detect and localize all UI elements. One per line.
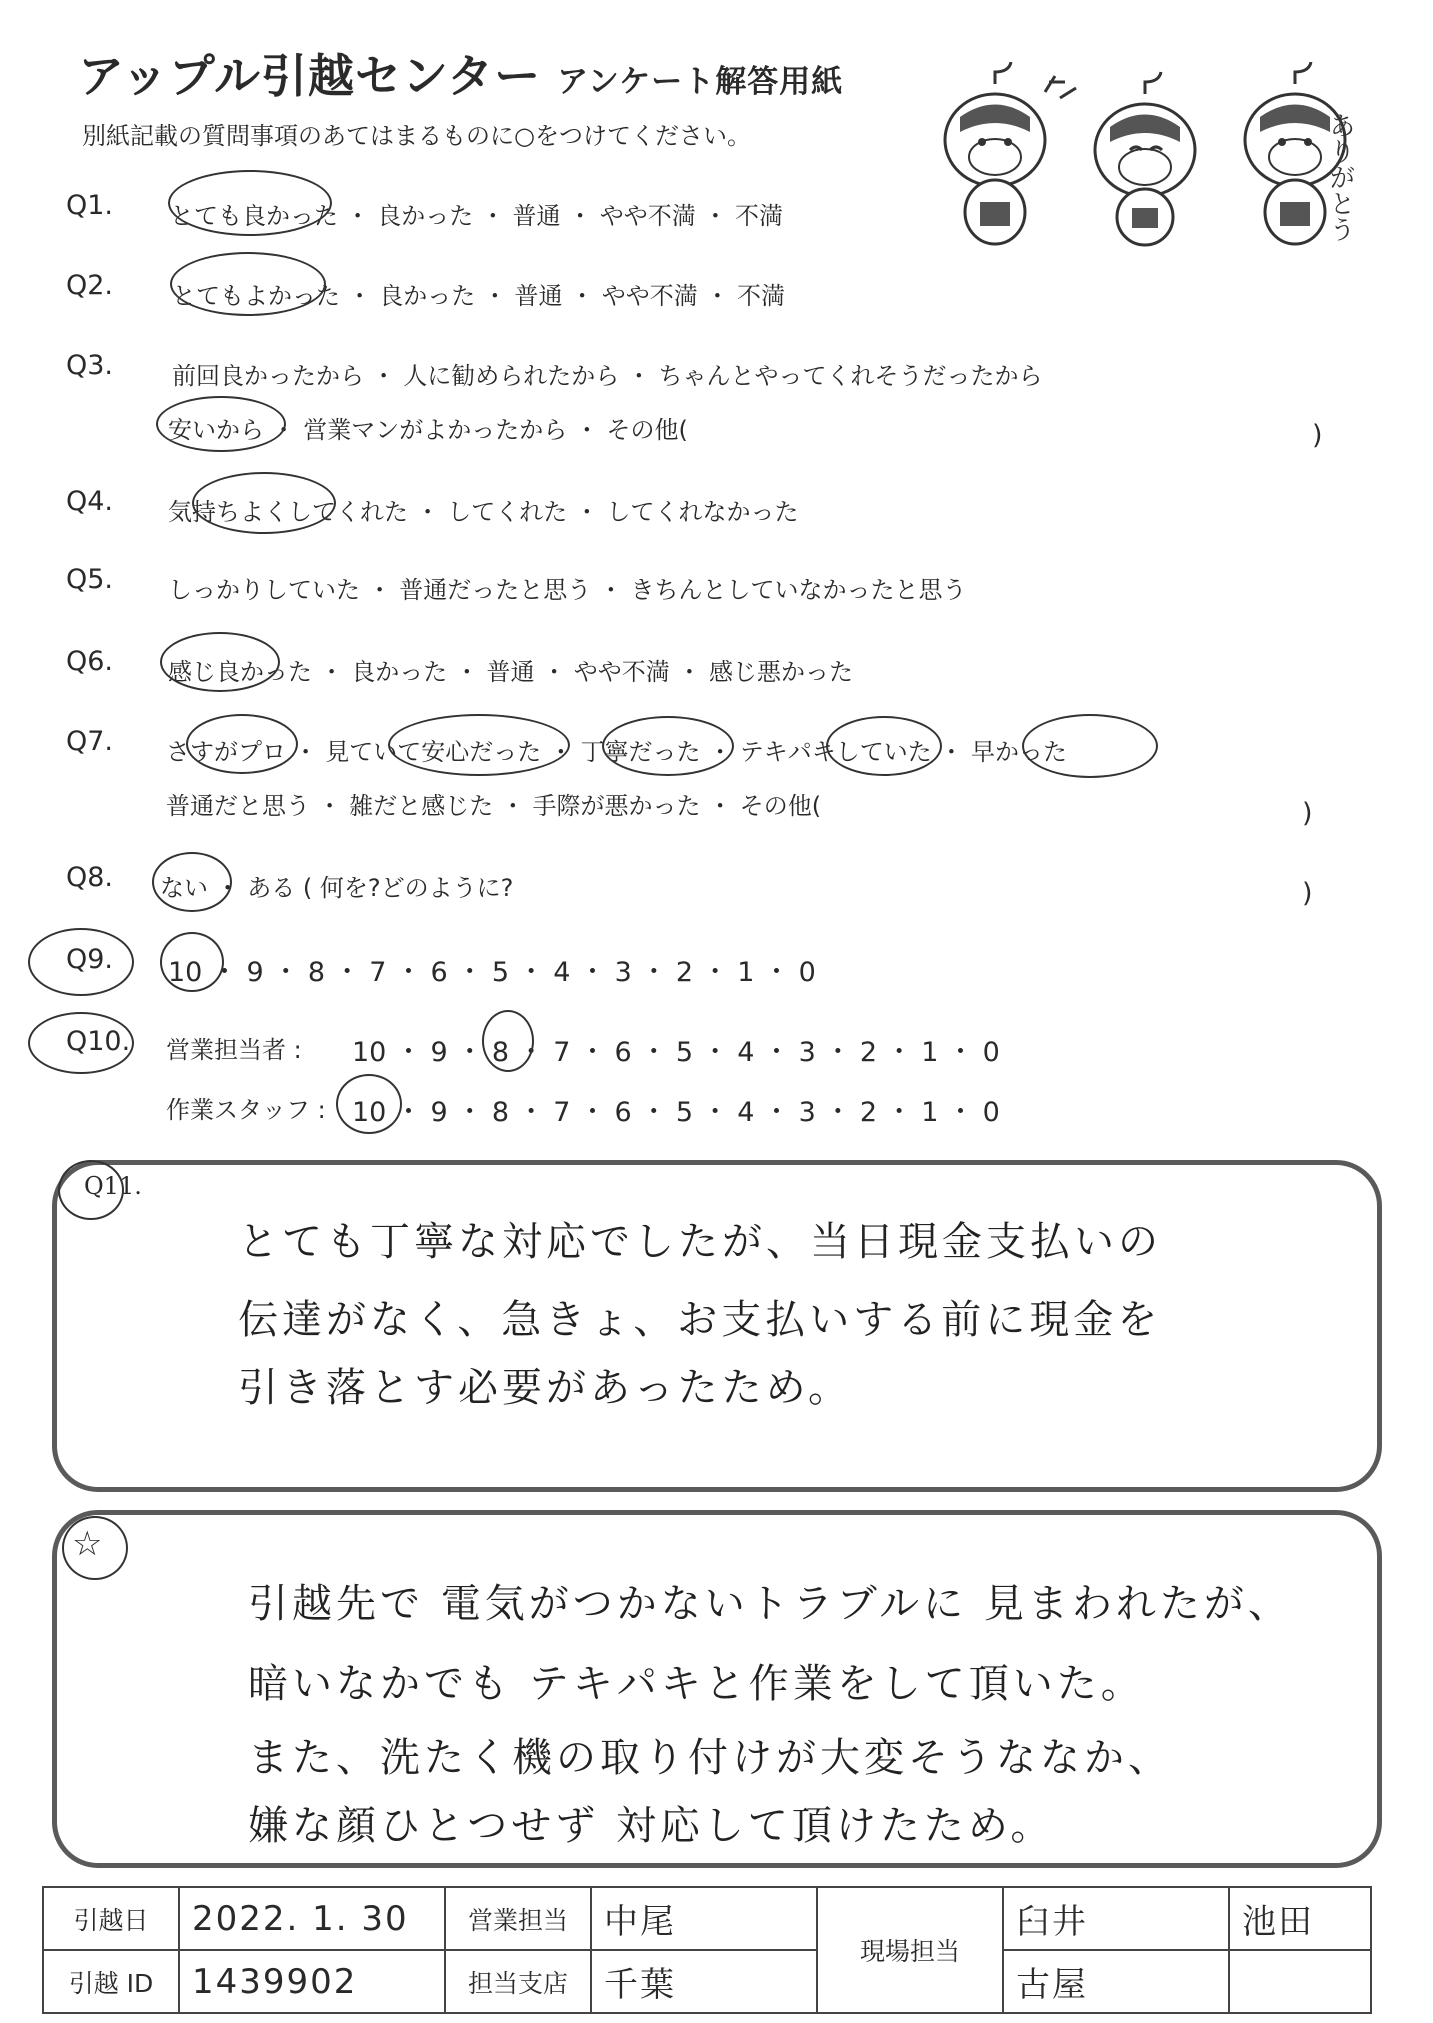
q11-comment-line-1: とても丁寧な対応でしたが、当日現金支払いの bbox=[238, 1219, 1162, 1265]
q10-number-circle bbox=[28, 1012, 134, 1074]
q11-comment-line-3: 引き落とす必要があったため。 bbox=[238, 1365, 852, 1411]
q6-options: 感じ良かった ・ 良かった ・ 普通 ・ やや不満 ・ 感じ悪かった bbox=[168, 658, 854, 686]
q9-number: Q9. bbox=[66, 944, 114, 975]
site-staff-cell-2 bbox=[1229, 1887, 1371, 1950]
sales-rep-value bbox=[591, 1887, 817, 1950]
move-id: 1439902 bbox=[192, 1961, 358, 2002]
company-name: アップル引越センター bbox=[78, 49, 542, 103]
q8-selection-circle bbox=[152, 852, 232, 912]
q11-number: Q11. bbox=[84, 1172, 142, 1200]
q1-number: Q1. bbox=[66, 190, 114, 221]
q1-options: とても良かった ・ 良かった ・ 普通 ・ やや不満 ・ 不満 bbox=[170, 202, 784, 230]
site-staff-cell-4 bbox=[1229, 1950, 1371, 2013]
star-circle bbox=[62, 1516, 128, 1580]
mascot-illustration bbox=[900, 62, 1370, 252]
q7-selection-circle-1 bbox=[186, 714, 298, 774]
q4-selection-circle bbox=[192, 472, 336, 534]
q9-selection-circle bbox=[160, 932, 224, 992]
q5-options: しっかりしていた ・ 普通だったと思う ・ きちんとしていなかったと思う bbox=[168, 576, 967, 604]
q7-selection-circle-5 bbox=[1022, 714, 1158, 778]
q5-number: Q5. bbox=[66, 564, 114, 595]
site-staff-cell-1 bbox=[1003, 1887, 1229, 1950]
form-subtitle: アンケート解答用紙 bbox=[557, 64, 844, 100]
q10-staff-scale: 10 ・ 9 ・ 8 ・ 7 ・ 6 ・ 5 ・ 4 ・ 3 ・ 2 ・ 1 ・ 0 bbox=[352, 1097, 1000, 1128]
q3-number: Q3. bbox=[66, 350, 114, 381]
page-title bbox=[78, 40, 843, 106]
move-id-value bbox=[179, 1950, 445, 2013]
q10-number: Q10. bbox=[66, 1026, 131, 1057]
mascot-caption: ありがとう bbox=[1325, 112, 1355, 242]
q3-selection-circle bbox=[156, 396, 286, 452]
q6-selection-circle bbox=[160, 632, 280, 692]
site-staff-2: 池田 bbox=[1242, 1902, 1314, 1942]
q10-staff-selection-circle bbox=[336, 1074, 402, 1134]
q3-options-line1: 前回良かったから ・ 人に勧められたから ・ ちゃんとやってくれそうだったから bbox=[172, 362, 1043, 390]
q10-staff-label: 作業スタッフ : bbox=[166, 1096, 326, 1124]
q2-selection-circle bbox=[170, 252, 326, 316]
q3-close-paren: ) bbox=[1312, 420, 1323, 451]
move-date: 2022. 1. 30 bbox=[192, 1898, 409, 1939]
star-icon: ☆ bbox=[72, 1524, 103, 1564]
sales-rep: 中尾 bbox=[604, 1902, 676, 1942]
q7-options-line1: さすがプロ ・ 見ていて安心だった ・ 丁寧だった ・ テキパキしていた ・ 早かった bbox=[166, 738, 1068, 766]
branch-value bbox=[591, 1950, 817, 2013]
q10-sales-scale: 10 ・ 9 ・ 8 ・ 7 ・ 6 ・ 5 ・ 4 ・ 3 ・ 2 ・ 1 ・ 0 bbox=[352, 1037, 1000, 1068]
q7-selection-circle-3 bbox=[602, 716, 734, 776]
q4-number: Q4. bbox=[66, 486, 114, 517]
branch: 千葉 bbox=[604, 1965, 676, 2005]
site-staff-label: 現場担当 bbox=[817, 1887, 1003, 2013]
q7-number: Q7. bbox=[66, 726, 114, 757]
q2-options: とてもよかった ・ 良かった ・ 普通 ・ やや不満 ・ 不満 bbox=[172, 282, 786, 310]
q7-close-paren: ) bbox=[1302, 798, 1313, 829]
site-staff-1: 臼井 bbox=[1016, 1902, 1088, 1942]
star-comment-line-1: 引越先で 電気がつかないトラブルに 見まわれたが、 bbox=[248, 1581, 1292, 1627]
move-info-table bbox=[42, 1886, 1372, 2014]
q11-comment-line-2: 伝達がなく、急きょ、お支払いする前に現金を bbox=[238, 1297, 1162, 1343]
move-date-value bbox=[179, 1887, 445, 1950]
q11-number-circle bbox=[58, 1160, 124, 1220]
site-staff-cell-3 bbox=[1003, 1950, 1229, 2013]
q9-number-circle bbox=[28, 928, 134, 996]
q6-number: Q6. bbox=[66, 646, 114, 677]
move-id-label: 引越 ID bbox=[43, 1950, 179, 2013]
q8-options: ない ・ ある ( 何を?どのように? bbox=[160, 874, 514, 902]
instruction-text: 別紙記載の質問事項のあてはまるものに○をつけてください。 bbox=[82, 122, 751, 150]
q8-close-paren: ) bbox=[1302, 878, 1313, 909]
site-staff-3: 古屋 bbox=[1016, 1965, 1088, 2005]
star-comment-line-3: また、洗たく機の取り付けが大変そうななか、 bbox=[248, 1735, 1172, 1781]
q4-options: 気持ちよくしてくれた ・ してくれた ・ してくれなかった bbox=[168, 498, 799, 526]
move-date-label: 引越日 bbox=[43, 1887, 179, 1950]
star-comment-line-4: 嫌な顔ひとつせず 対応して頂けたため。 bbox=[248, 1803, 1055, 1849]
q10-sales-selection-circle bbox=[482, 1010, 534, 1072]
q3-options-line2: 安いから ・ 営業マンがよかったから ・ その他( bbox=[168, 416, 688, 444]
q7-options-line2: 普通だと思う ・ 雑だと感じた ・ 手際が悪かった ・ その他( bbox=[166, 792, 822, 820]
q7-selection-circle-4 bbox=[826, 716, 942, 776]
q9-scale: 10 ・ 9 ・ 8 ・ 7 ・ 6 ・ 5 ・ 4 ・ 3 ・ 2 ・ 1 ・ 0 bbox=[168, 957, 816, 988]
q1-selection-circle bbox=[168, 170, 332, 236]
q7-selection-circle-2 bbox=[388, 714, 570, 776]
q10-sales-label: 営業担当者 : bbox=[166, 1036, 302, 1064]
star-comment-line-2: 暗いなかでも テキパキと作業をして頂いた。 bbox=[248, 1661, 1145, 1707]
q2-number: Q2. bbox=[66, 270, 114, 301]
sales-rep-label: 営業担当 bbox=[445, 1887, 591, 1950]
branch-label: 担当支店 bbox=[445, 1950, 591, 2013]
q8-number: Q8. bbox=[66, 862, 114, 893]
